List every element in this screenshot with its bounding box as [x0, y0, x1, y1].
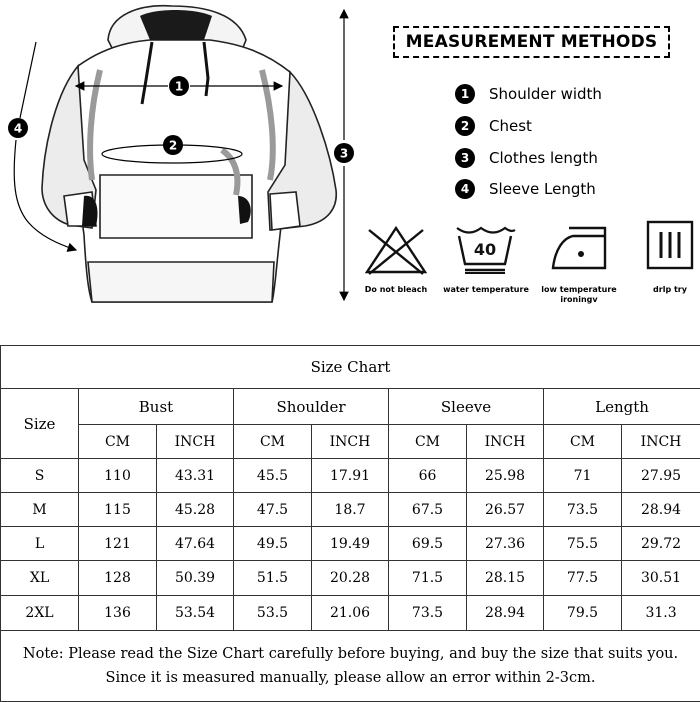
legend-number-icon: 3	[455, 148, 475, 168]
table-cell: 73.5	[389, 596, 467, 631]
legend-number-icon: 2	[455, 116, 475, 136]
unit-header: CM	[234, 425, 312, 459]
table-cell: 26.57	[467, 493, 544, 527]
table-cell: 69.5	[389, 527, 467, 561]
water-temperature-value: 40	[474, 240, 496, 259]
table-cell: 20.28	[312, 561, 389, 596]
table-cell: 28.94	[467, 596, 544, 631]
group-header-shoulder: Shoulder	[234, 389, 389, 425]
table-cell: 30.51	[622, 561, 700, 596]
size-cell: XL	[1, 561, 79, 596]
table-cell: 19.49	[312, 527, 389, 561]
table-cell: 53.54	[157, 596, 234, 631]
table-cell: 21.06	[312, 596, 389, 631]
size-column-header: Size	[1, 389, 79, 459]
table-cell: 31.3	[622, 596, 700, 631]
water-temperature-label: water temperature	[440, 285, 532, 295]
table-row	[1, 561, 700, 596]
marker-3-label: 3	[340, 147, 348, 161]
unit-header: INCH	[467, 425, 544, 459]
table-cell: 17.91	[312, 459, 389, 493]
table-cell: 29.72	[622, 527, 700, 561]
table-cell: 75.5	[544, 527, 622, 561]
unit-header: CM	[79, 425, 157, 459]
table-cell: 136	[79, 596, 157, 631]
size-cell: L	[1, 527, 79, 561]
do-not-bleach-label: Do not bleach	[355, 285, 437, 295]
table-row	[1, 527, 700, 561]
size-cell: 2XL	[1, 596, 79, 631]
table-cell: 73.5	[544, 493, 622, 527]
legend-item-clothes-length	[455, 147, 598, 169]
legend-label: Chest	[489, 117, 532, 135]
drip-dry-icon	[646, 220, 694, 270]
group-header-length: Length	[544, 389, 700, 425]
table-cell: 49.5	[234, 527, 312, 561]
water-temperature-icon	[453, 222, 517, 274]
table-row	[1, 459, 700, 493]
table-cell: 128	[79, 561, 157, 596]
table-cell: 79.5	[544, 596, 622, 631]
table-cell: 77.5	[544, 561, 622, 596]
note-line-2: Since it is measured manually, please allow an error within 2-3cm.	[1, 666, 700, 690]
table-cell: 27.95	[622, 459, 700, 493]
table-cell: 110	[79, 459, 157, 493]
low-temperature-ironing-icon	[549, 222, 609, 274]
table-cell: 43.31	[157, 459, 234, 493]
table-cell: 28.94	[622, 493, 700, 527]
table-cell: 115	[79, 493, 157, 527]
table-cell: 50.39	[157, 561, 234, 596]
low-temperature-ironing-label: low temperature ironingv	[538, 285, 620, 305]
group-header-sleeve: Sleeve	[389, 389, 544, 425]
table-cell: 71.5	[389, 561, 467, 596]
marker-4-label: 4	[14, 122, 22, 136]
table-cell: 18.7	[312, 493, 389, 527]
note-line-1: Note: Please read the Size Chart carefully before buying, and buy the size that suits you.	[1, 642, 700, 666]
hoodie-illustration	[0, 0, 360, 320]
unit-header: INCH	[622, 425, 700, 459]
do-not-bleach-icon	[363, 224, 429, 276]
table-row	[1, 596, 700, 631]
hoodie-outline	[42, 6, 336, 302]
marker-2-label: 2	[169, 139, 177, 153]
legend-label: Shoulder width	[489, 85, 602, 103]
size-cell: M	[1, 493, 79, 527]
size-chart-note	[1, 631, 700, 702]
hood-opening	[140, 10, 212, 40]
table-cell: 71	[544, 459, 622, 493]
table-cell: 45.28	[157, 493, 234, 527]
group-header-bust: Bust	[79, 389, 234, 425]
legend-number-icon: 4	[455, 179, 475, 199]
table-cell: 28.15	[467, 561, 544, 596]
size-chart-table	[0, 345, 700, 702]
table-cell: 47.64	[157, 527, 234, 561]
table-cell: 45.5	[234, 459, 312, 493]
unit-header: CM	[389, 425, 467, 459]
table-cell: 25.98	[467, 459, 544, 493]
table-cell: 47.5	[234, 493, 312, 527]
size-cell: S	[1, 459, 79, 493]
table-cell: 53.5	[234, 596, 312, 631]
legend-item-sleeve-length	[455, 178, 596, 200]
unit-header: CM	[544, 425, 622, 459]
legend-item-chest	[455, 115, 532, 137]
sleeve-length-arrow	[20, 42, 36, 118]
marker-1-label: 1	[175, 80, 183, 94]
unit-header: INCH	[157, 425, 234, 459]
table-cell: 51.5	[234, 561, 312, 596]
legend-item-shoulder-width	[455, 83, 602, 105]
table-cell: 121	[79, 527, 157, 561]
measurement-methods-title: MEASUREMENT METHODS	[393, 26, 670, 58]
unit-header: INCH	[312, 425, 389, 459]
size-chart-title: Size Chart	[1, 346, 700, 389]
table-cell: 67.5	[389, 493, 467, 527]
table-cell: 27.36	[467, 527, 544, 561]
table-row	[1, 493, 700, 527]
drip-dry-label: drlp try	[640, 285, 700, 295]
legend-number-icon: 1	[455, 84, 475, 104]
table-cell: 66	[389, 459, 467, 493]
legend-label: Clothes length	[489, 149, 598, 167]
legend-label: Sleeve Length	[489, 180, 596, 198]
